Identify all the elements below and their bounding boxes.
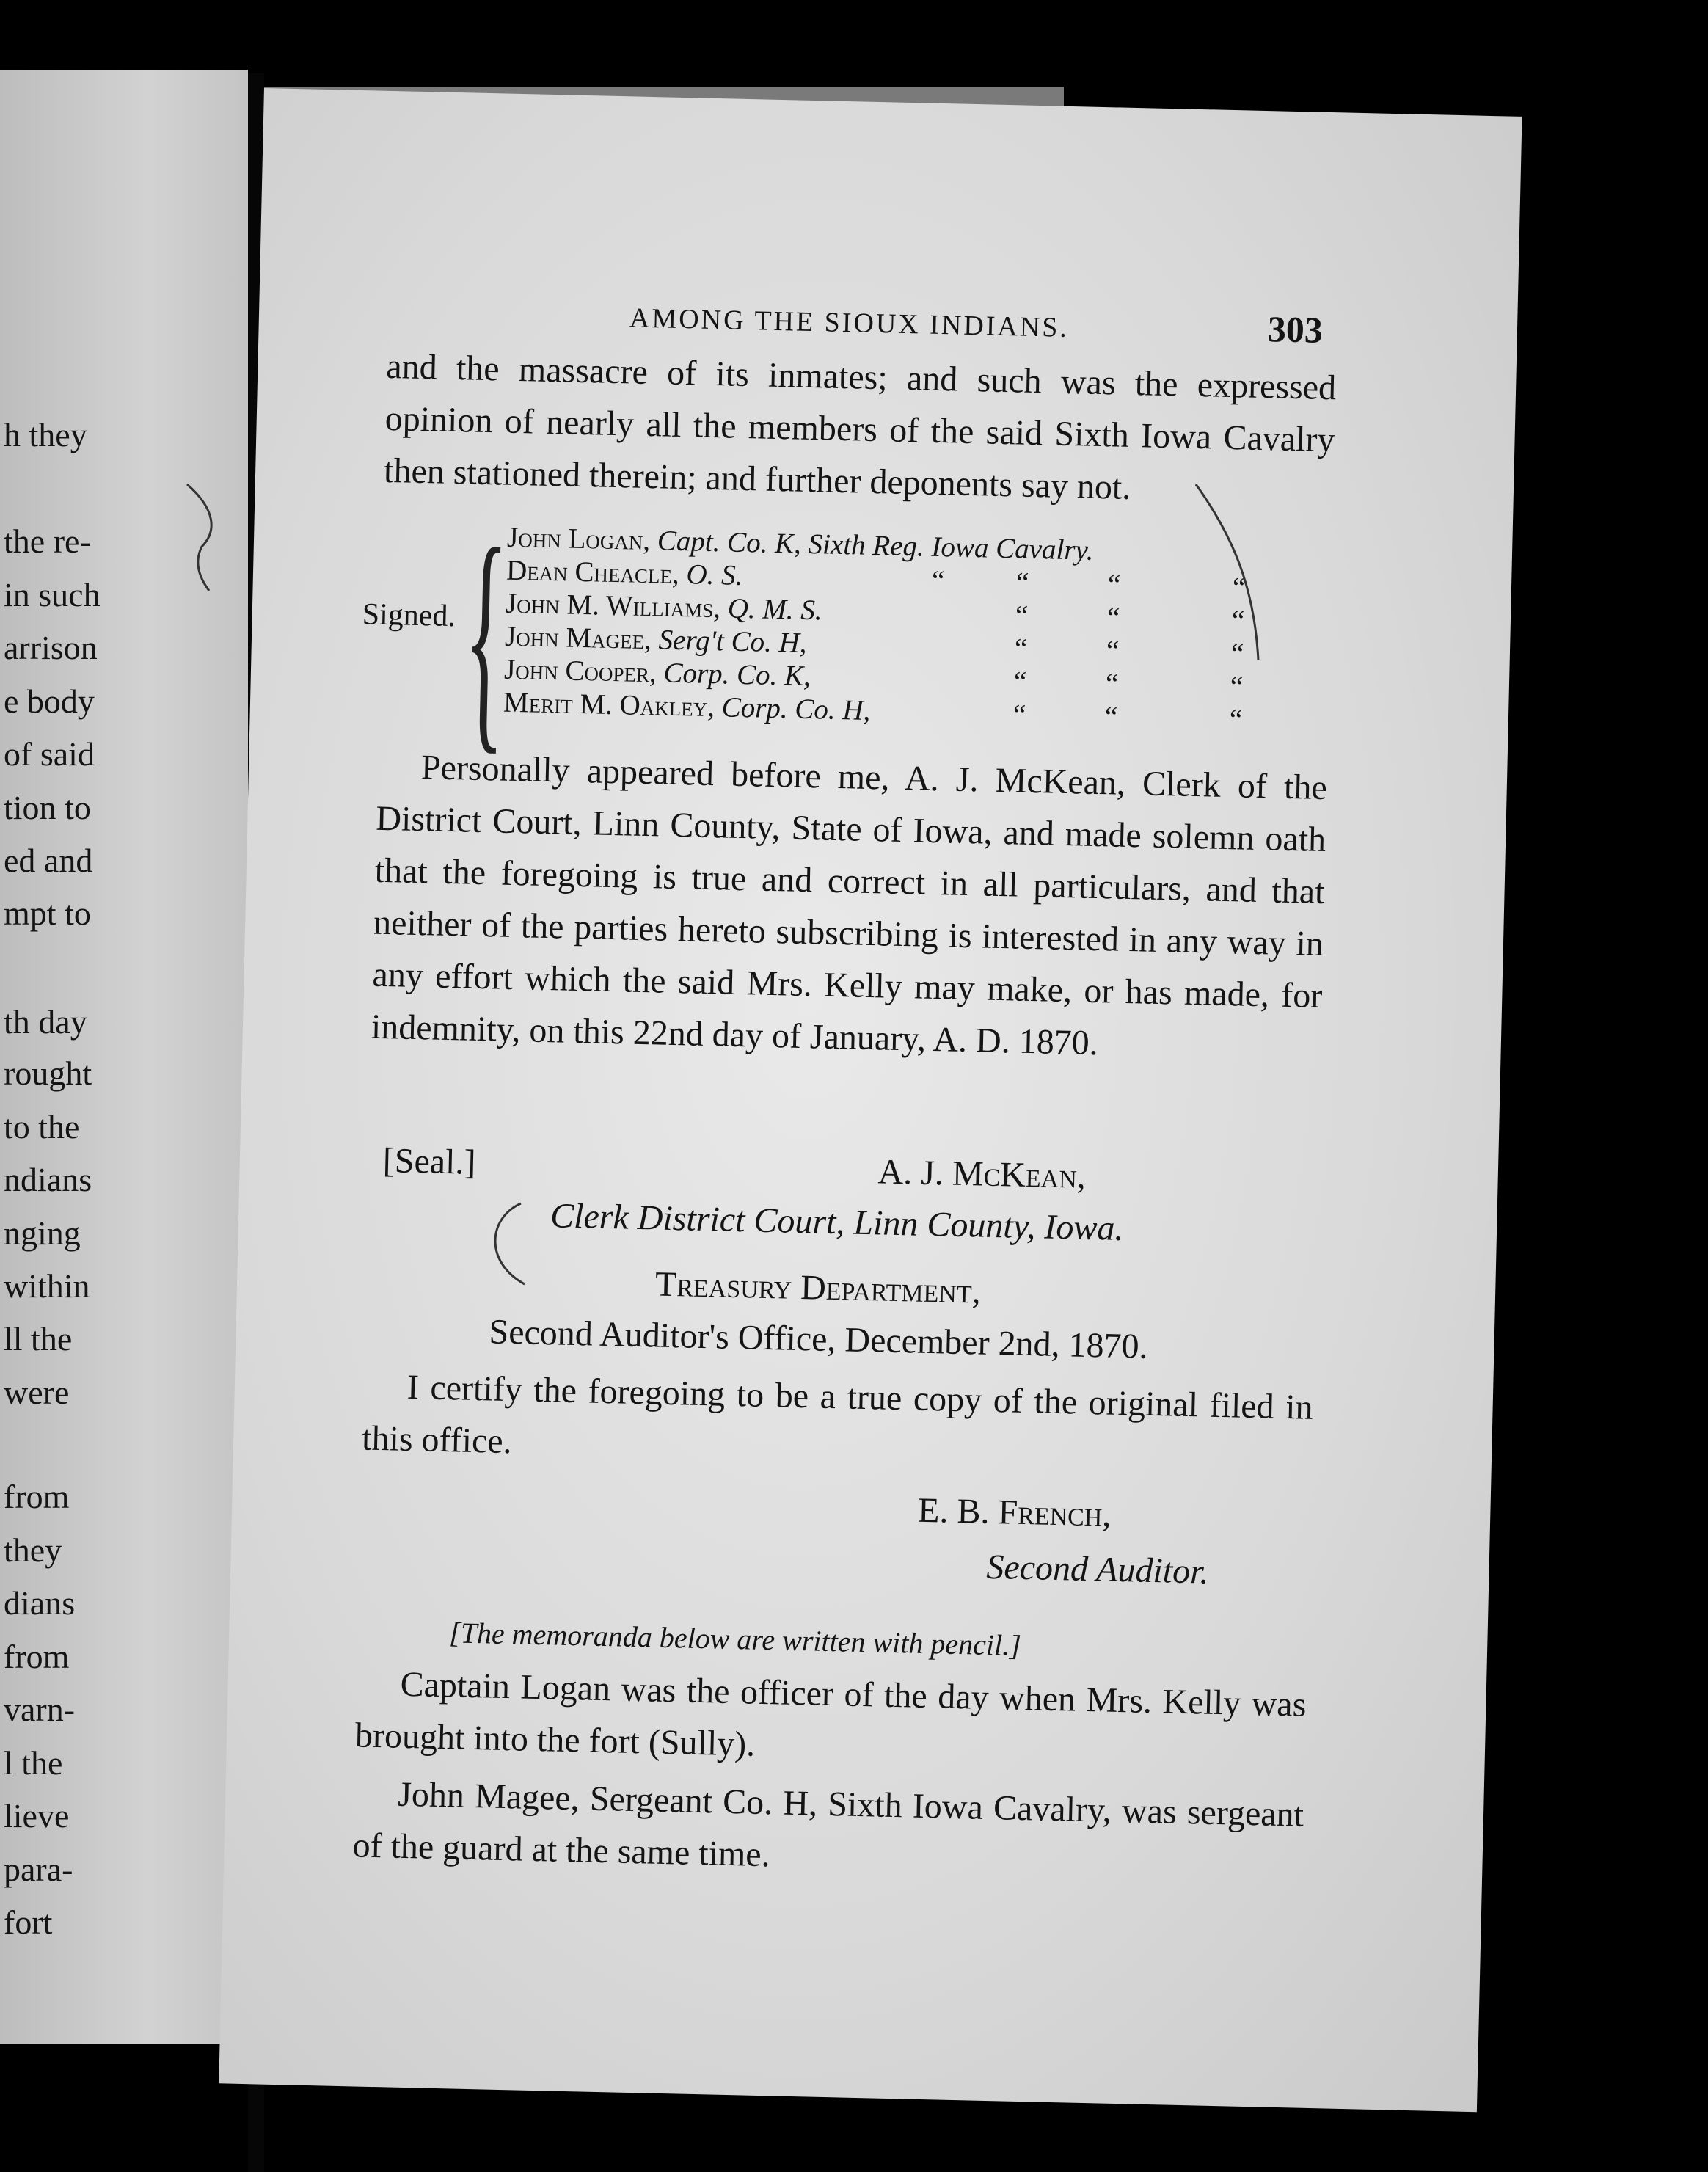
left-fragment: tion to: [4, 789, 91, 826]
left-fragment: of said: [4, 735, 95, 773]
paragraph-deposition-end: and the massacre of its inmates; and such was the expressed opinion of nearly all the members of the said Sixth Iowa Cavalry then stationed therein; and further deponents say not.: [383, 346, 1337, 507]
pencil-margin-line: [1189, 477, 1277, 668]
signatory-role: Corp. Co. H,: [721, 691, 871, 726]
memoranda-note: [The memoranda below are written with pencil.]: [448, 1616, 1022, 1662]
ditto-mark: “: [1232, 572, 1246, 604]
left-fragment: mpt to: [4, 894, 91, 932]
ditto-mark: “: [1012, 699, 1026, 731]
ditto-mark: “: [1014, 633, 1028, 665]
left-fragment: ndians: [4, 1161, 92, 1198]
ditto-mark: “: [1105, 668, 1119, 700]
ditto-mark: “: [1013, 666, 1027, 698]
signatory-role: Q. M. S.: [727, 592, 823, 627]
ditto-mark: “: [1107, 569, 1121, 601]
left-fragment: rought: [4, 1054, 92, 1092]
signatory-row: [503, 688, 871, 725]
signatory-name: John M. Williams,: [505, 587, 721, 624]
left-fragment: ed and: [4, 842, 93, 879]
right-page: [219, 88, 1522, 2112]
seal-label: [Seal.]: [382, 1141, 477, 1182]
memo-paragraph-2: John Magee, Sergeant Co. H, Sixth Iowa Cavalry, was sergeant of the guard at the same time.: [352, 1774, 1304, 1875]
treasury-heading: Treasury Department,: [654, 1264, 982, 1311]
left-fragment: in such: [4, 576, 101, 613]
clerk-name: A. J. McKean,: [877, 1152, 1087, 1196]
left-fragment: varn-: [4, 1691, 76, 1728]
signatory-name: John Magee,: [504, 620, 652, 656]
ditto-mark: “: [1015, 600, 1029, 632]
left-fragment: l the: [4, 1744, 63, 1782]
ditto-mark: “: [1230, 671, 1244, 703]
left-fragment: fort: [4, 1903, 53, 1941]
ditto-mark: “: [931, 564, 945, 597]
left-fragment: to the: [4, 1108, 80, 1145]
signatory-role: Corp. Co. K,: [663, 657, 811, 693]
ditto-mark: “: [1106, 602, 1120, 634]
ditto-mark: “: [1015, 566, 1029, 599]
auditor-office-line: Second Auditor's Office, December 2nd, 1870.: [489, 1312, 1149, 1366]
ditto-mark: “: [1104, 701, 1118, 733]
auditor-name: E. B. French,: [917, 1490, 1112, 1534]
pencil-bracket-mark: [180, 481, 224, 598]
signatory-row: [506, 589, 822, 625]
ditto-mark: “: [1106, 635, 1120, 667]
paragraph-oath: Personally appeared before me, A. J. McKean, Clerk of the District Court, Linn County, State of Iowa, and made solemn oath that the foregoing is true and correct in all particulars, and that neither of the parties hereto subscribing is interested in any way in any effort which the said Mrs. Kelly may make, or has made, for indemnity, on this 22nd day of January, A. D. 1870.: [371, 748, 1328, 1063]
clerk-title: Clerk District Court, Linn County, Iowa.: [550, 1196, 1125, 1248]
left-fragment: the re-: [4, 522, 91, 560]
left-fragment: arrison: [4, 629, 98, 666]
signatory-name: John Cooper,: [503, 653, 657, 689]
left-fragment: e body: [4, 682, 95, 720]
paragraph-certify: I certify the foregoing to be a true copy of the original filed in this office.: [361, 1367, 1314, 1462]
signatory-role: Capt. Co. K, Sixth Reg. Iowa Cavalry.: [657, 525, 1094, 566]
signatory-name: Merit M. Oakley,: [503, 686, 715, 724]
pencil-bracket-mark: [481, 1196, 539, 1291]
signatory-name: Dean Cheacle,: [506, 554, 680, 591]
ditto-mark: “: [1231, 605, 1245, 637]
left-fragment: ll the: [4, 1320, 73, 1358]
left-fragment: within: [4, 1267, 90, 1305]
ditto-mark: “: [1229, 704, 1243, 736]
signatory-role: Serg't Co. H,: [658, 624, 808, 659]
signature-brace: {: [461, 497, 510, 775]
signatory-name: John Logan,: [506, 521, 651, 557]
memo-paragraph-1: Captain Logan was the officer of the day when Mrs. Kelly was brought into the fort (Sully).: [354, 1664, 1307, 1764]
signatory-row: [506, 556, 743, 590]
left-fragment: from: [4, 1638, 70, 1675]
running-header: AMONG THE SIOUX INDIANS.: [629, 302, 1070, 343]
left-fragment: th day: [4, 1003, 87, 1041]
signatory-row: [505, 622, 807, 657]
left-fragment: were: [4, 1374, 70, 1411]
signed-label: Signed.: [362, 597, 456, 634]
left-fragment: para-: [4, 1851, 73, 1888]
left-page: [0, 70, 248, 2044]
left-fragment: h they: [4, 416, 87, 453]
signatory-role: O. S.: [686, 558, 743, 591]
left-fragment: nging: [4, 1214, 81, 1252]
signatory-row: [503, 653, 811, 693]
left-fragment: from: [4, 1478, 70, 1515]
left-fragment: they: [4, 1531, 62, 1569]
ditto-mark: “: [1230, 638, 1244, 670]
auditor-title: Second Auditor.: [985, 1547, 1210, 1592]
left-fragment: dians: [4, 1584, 76, 1622]
left-fragment: lieve: [4, 1797, 70, 1834]
page-number: 303: [1267, 308, 1324, 351]
